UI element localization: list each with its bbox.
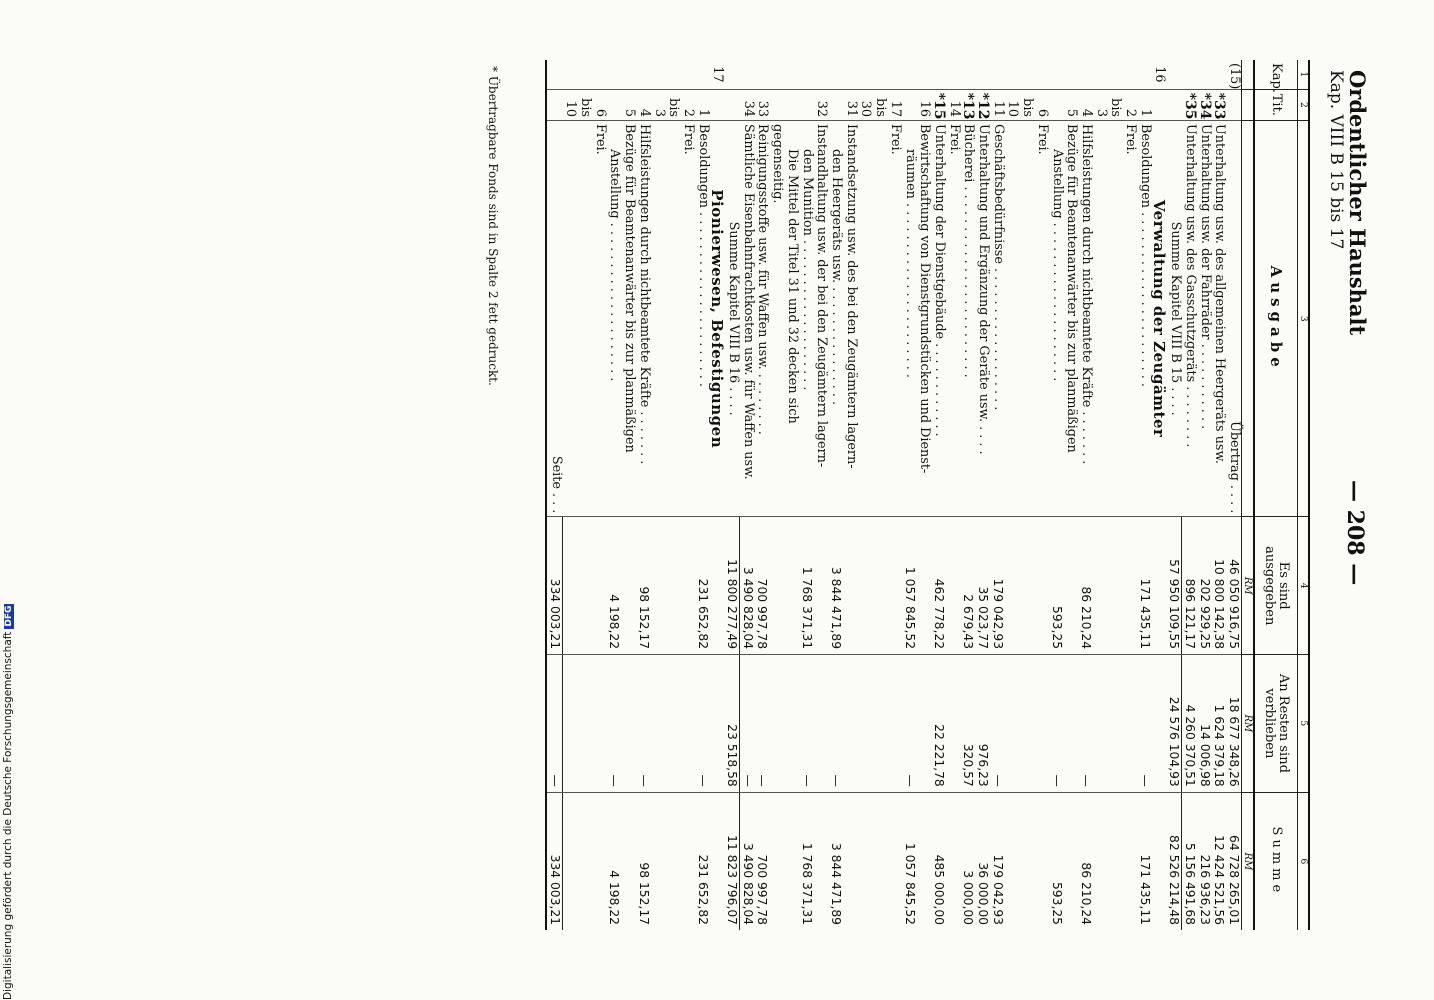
row-ausgegeben: 86 210,24 [1078,517,1093,655]
row-ausgegeben [858,517,902,655]
row-tit: 1 [1137,89,1152,120]
row-ausgegeben [814,517,829,655]
row-tit: 11 [990,89,1005,120]
row-reste: — [799,655,814,793]
row-tit [1049,89,1064,120]
row-summe [784,792,799,930]
row-summe [563,792,607,930]
row-kap [636,60,651,89]
row-kap [1005,60,1049,89]
row-description: Hilfsleistungen durch nichtbeamtete Kräfte . . . . . . . [1078,120,1093,516]
row-tit: 5 [621,89,636,120]
header-tit: Tit. [1254,89,1298,120]
row-ausgegeben: 57 950 109,55 [1166,517,1181,655]
row-summe [710,792,725,930]
table-row [902,60,917,930]
row-summe: 4 198,22 [607,792,622,930]
table-row [1152,60,1167,930]
row-summe [1152,792,1167,930]
row-reste [1064,655,1079,793]
table-row [724,60,739,930]
row-reste: 1 624 379,18 [1212,655,1227,793]
row-reste: 24 576 104,93 [1166,655,1181,793]
table-row [1137,60,1152,930]
row-ausgegeben [621,517,636,655]
page-title: Ordentlicher Haushalt [1345,70,1370,336]
table-row [710,60,725,930]
table-row [1005,60,1049,930]
row-ausgegeben: 202 929,25 [1197,517,1212,655]
table-row [961,60,976,930]
row-kap [695,60,710,89]
header-ausgabe: Ausgabe [1254,120,1298,516]
row-kap [843,60,858,89]
table-row [755,60,770,930]
row-reste [710,655,725,793]
row-summe: 86 210,24 [1078,792,1093,930]
row-tit: *33 [1212,89,1227,120]
row-summe: 1 057 845,52 [902,792,917,930]
row-reste [784,655,799,793]
row-ausgegeben [1005,517,1049,655]
row-reste [1152,655,1167,793]
row-summe [651,792,695,930]
table-row [621,60,636,930]
row-kap [1212,60,1227,89]
row-ausgegeben: 46 050 916,75 [1226,517,1241,655]
table-body [546,60,1241,930]
row-ausgegeben: 1 057 845,52 [902,517,917,655]
row-tit [1226,89,1241,120]
row-reste: 22 221,78 [931,655,946,793]
row-kap [1166,60,1181,89]
row-tit: 33 [755,89,770,120]
row-ausgegeben: 3 844 471,89 [828,517,843,655]
row-tit [710,89,725,120]
row-kap [1137,60,1152,89]
row-reste: — [828,655,843,793]
row-description: Instandsetzung usw. des bei den Zeugämtern lagern- [843,120,858,516]
table-row [636,60,651,930]
row-description: Frei. [563,120,607,516]
row-tit: 4 [636,89,651,120]
row-description: Besoldungen . . . . . . . . . . . . . . . . . . . . . . [695,120,710,516]
row-summe: 334 003,21 [546,792,562,930]
row-tit [784,89,799,120]
row-reste: — [546,655,562,793]
row-kap [1093,60,1137,89]
row-summe [1005,792,1049,930]
row-tit [546,89,562,120]
row-ausgegeben: 2 679,43 [961,517,976,655]
table-row [695,60,710,930]
row-kap [784,60,799,89]
row-reste: — [695,655,710,793]
row-summe: 5 156 491,68 [1182,792,1197,930]
table-row [843,60,858,930]
column-header-row [1254,60,1298,930]
row-tit: 2 bis 3 [651,89,695,120]
table-row [1078,60,1093,930]
row-description: Bezüge für Beamtenanwärter bis zur planmäßigen [1064,120,1079,516]
digitization-note [2,10,18,1000]
row-tit: 6 bis 10 [563,89,607,120]
row-ausgegeben: 179 042,93 [990,517,1005,655]
row-reste [917,655,932,793]
row-ausgegeben [843,517,858,655]
row-description: Frei. [946,120,961,516]
row-reste: 23 518,58 [724,655,739,793]
row-tit: 6 bis 10 [1005,89,1049,120]
digitization-note-text: Digitalisierung gefördert durch die Deutsche Forschungsgemeinschaft [2,631,14,1000]
row-reste: — [740,655,755,793]
row-ausgegeben [651,517,695,655]
row-tit: *13 [961,89,976,120]
table-row [917,60,932,930]
row-ausgegeben [784,517,799,655]
row-kap: 17 [710,66,726,83]
row-description: Besoldungen . . . . . . . . . . . . . . . . . . . . . . [1137,120,1152,516]
row-reste: — [607,655,622,793]
row-tit: 5 [1064,89,1079,120]
row-description: Bücherei . . . . . . . . . . . . . . . . . . . . . . . . [961,120,976,516]
row-kap [1078,60,1093,89]
row-summe: 593,25 [1049,792,1064,930]
unit-row [1242,60,1255,930]
table-row [1182,60,1197,930]
row-description: Seite . . . [546,120,562,516]
row-description: Hilfsleistungen durch nichtbeamtete Kräfte . . . . . . . [636,120,651,516]
row-summe: 171 435,11 [1137,792,1152,930]
table-row [546,60,562,930]
table-row [1064,60,1079,930]
row-tit: *35 [1182,89,1197,120]
row-ausgegeben: 3 490 828,04 [740,517,755,655]
header-reste: An Resten sind verblieben [1254,655,1298,793]
row-description: räumen . . . . . . . . . . . . . . . . . . . . . . [902,120,917,516]
row-ausgegeben: 462 778,22 [931,517,946,655]
row-kap [1182,60,1197,89]
row-description: Instandhaltung usw. der bei den Zeugämtern lagern- [814,120,829,516]
row-description: Unterhaltung der Dienstgebäude . . . . . . . . . . . . [931,120,946,516]
row-summe [843,792,858,930]
row-kap: 16 [1152,66,1168,83]
row-description: Bezüge für Beamtenanwärter bis zur planmäßigen [621,120,636,516]
row-tit: 32 [814,89,829,120]
row-reste [858,655,902,793]
row-ausgegeben [946,517,961,655]
row-ausgegeben: 4 198,22 [607,517,622,655]
row-ausgegeben: 1 768 371,31 [799,517,814,655]
row-tit: 4 [1078,89,1093,120]
row-summe [770,792,785,930]
row-tit [828,89,843,120]
column-number: 6 [1298,792,1310,930]
row-kap [1049,60,1064,89]
row-summe [814,792,829,930]
row-ausgegeben [1093,517,1137,655]
row-reste: 320,57 [961,655,976,793]
row-ausgegeben: 11 800 277,49 [724,517,739,655]
table-row [563,60,607,930]
row-kap [546,60,562,89]
row-description: Reinigungsstoffe usw. für Waffen usw. . . . . . . . . [755,120,770,516]
row-kap [1064,60,1079,89]
row-kap [917,60,932,89]
row-ausgegeben: 35 023,77 [975,517,990,655]
table-row [651,60,695,930]
row-summe [1064,792,1079,930]
row-kap [975,60,990,89]
row-ausgegeben: 334 003,21 [546,517,562,655]
row-tit: 16 [917,89,932,120]
row-reste: — [1049,655,1064,793]
table-row [1093,60,1137,930]
row-ausgegeben [917,517,932,655]
row-summe [946,792,961,930]
row-ausgegeben [1152,517,1167,655]
row-kap: (15) [1227,63,1242,90]
table-row [990,60,1005,930]
unit-label: RM [1242,792,1255,930]
row-summe: 216 936,23 [1197,792,1212,930]
row-kap [961,60,976,89]
dfg-logo: DFG [4,605,14,627]
row-tit [724,89,739,120]
row-tit: 17 bis 30 [858,89,902,120]
row-tit: 2 bis 3 [1093,89,1137,120]
row-kap [1197,60,1212,89]
row-reste: — [636,655,651,793]
row-tit [770,89,785,120]
row-kap [607,60,622,89]
row-reste: — [755,655,770,793]
row-reste [946,655,961,793]
column-number: 4 [1298,517,1310,655]
table-row [799,60,814,930]
table-row [740,60,755,930]
row-description: den Heergeräts usw. . . . . . . . . . . . . . . . [828,120,843,516]
row-summe: 12 424 521,56 [1212,792,1227,930]
column-number: 1 [1298,60,1310,89]
table-row [828,60,843,930]
row-tit [1152,89,1167,120]
row-kap [621,60,636,89]
row-tit: 31 [843,89,858,120]
row-ausgegeben: 593,25 [1049,517,1064,655]
table-row [975,60,990,930]
row-reste: — [902,655,917,793]
row-kap [990,60,1005,89]
header-ausgegeben: Es sind ausgegeben [1254,517,1298,655]
row-ausgegeben [1064,517,1079,655]
rotated-page-content [80,60,1370,930]
row-reste: — [1137,655,1152,793]
row-ausgegeben [770,517,785,655]
row-reste [814,655,829,793]
row-summe: 485 000,00 [931,792,946,930]
table-row [784,60,799,930]
table-row [858,60,902,930]
page-number: — 208 — [1342,480,1368,586]
row-tit: 1 [695,89,710,120]
row-reste [843,655,858,793]
unit-label: RM [1242,517,1255,655]
row-description: Verwaltung der Zeugämter [1152,120,1167,516]
row-description: Frei. [1005,120,1049,516]
row-summe: 3 844 471,89 [828,792,843,930]
row-reste: — [1078,655,1093,793]
row-summe: 231 652,82 [695,792,710,930]
header-kap: Kap. [1254,60,1298,89]
row-description: den Munition . . . . . . . . . . . . . . . . . . . [799,120,814,516]
table-row [1226,60,1241,930]
row-reste [1005,655,1049,793]
row-summe: 36 000,00 [975,792,990,930]
row-tit [799,89,814,120]
row-kap [770,60,785,89]
row-description: gegenseitig. [770,120,785,516]
table-row [607,60,622,930]
row-tit: 34 [740,89,755,120]
row-summe [621,792,636,930]
row-kap [799,60,814,89]
row-description: Summe Kapitel VIII B 15 . . . . [1166,120,1181,516]
unit-label: RM [1242,655,1255,793]
table-row [1197,60,1212,930]
row-kap [814,60,829,89]
row-description: Anstellung . . . . . . . . . . . . . . . . . . . . [607,120,622,516]
row-summe: 98 152,17 [636,792,651,930]
row-reste: 14 006,98 [1197,655,1212,793]
row-tit: *34 [1197,89,1212,120]
row-tit [1166,89,1181,120]
row-description: Bewirtschaftung von Dienstgrundstücken und Dienst- [917,120,932,516]
table-row [770,60,785,930]
row-kap [651,60,695,89]
row-tit: *15 [931,89,946,120]
footnote: * Übertragbare Fonds sind in Spalte 2 fett gedruckt. [486,66,500,386]
row-tit [607,89,622,120]
header-summe: Summe [1254,792,1298,930]
row-summe: 64 728 265,01 [1226,792,1241,930]
page-subtitle: Kap. VIII B 15 bis 17 [1326,70,1346,250]
row-reste: 4 260 370,51 [1182,655,1197,793]
row-kap [563,60,607,89]
row-summe: 1 768 371,31 [799,792,814,930]
column-number: 3 [1298,120,1310,516]
row-kap [946,60,961,89]
row-ausgegeben: 98 152,17 [636,517,651,655]
column-number-row [1298,60,1310,930]
table-row [814,60,829,930]
row-description: Unterhaltung und Ergänzung der Geräte usw. . . . . [975,120,990,516]
row-kap [740,60,755,89]
row-summe: 82 526 214,48 [1166,792,1181,930]
row-description: Unterhaltung usw. des allgemeinen Heergeräts usw. [1212,120,1227,516]
row-description: Anstellung . . . . . . . . . . . . . . . . . . . . [1049,120,1064,516]
row-summe [858,792,902,930]
row-ausgegeben [710,517,725,655]
row-description: Die Mittel der Titel 31 und 32 decken sich [784,120,799,516]
row-ausgegeben: 231 652,82 [695,517,710,655]
table-row [1049,60,1064,930]
row-summe: 700 997,78 [755,792,770,930]
row-kap [931,60,946,89]
row-description: Übertrag . . . . [1226,120,1241,516]
row-tit: *12 [975,89,990,120]
row-ausgegeben: 10 800 142,38 [1212,517,1227,655]
row-description: Unterhaltung usw. des Gasschutzgeräts . . . . . . . . [1182,120,1197,516]
row-reste [651,655,695,793]
row-kap [828,60,843,89]
row-kap [724,60,739,89]
row-description: Frei. [651,120,695,516]
row-reste: — [990,655,1005,793]
column-number: 5 [1298,655,1310,793]
row-summe: 3 490 828,04 [740,792,755,930]
row-description: Sämtliche Eisenbahnfrachtkosten usw. für Waffen usw. [740,120,755,516]
row-summe [1093,792,1137,930]
row-tit: 14 [946,89,961,120]
row-description: Frei. [858,120,902,516]
row-ausgegeben: 171 435,11 [1137,517,1152,655]
row-reste [770,655,785,793]
row-description: Geschäftsbedürfnisse . . . . . . . . . . . . . . . . . . [990,120,1005,516]
budget-table [545,60,1310,930]
row-kap [902,60,917,89]
column-number: 2 [1298,89,1310,120]
row-ausgegeben: 700 997,78 [755,517,770,655]
row-description: Frei. [1093,120,1137,516]
table-row [1166,60,1181,930]
row-reste [1093,655,1137,793]
row-summe: 179 042,93 [990,792,1005,930]
row-reste: 976,23 [975,655,990,793]
row-summe: 3 000,00 [961,792,976,930]
row-description: Summe Kapitel VIII B 16 . . . . [724,120,739,516]
row-kap [858,60,902,89]
row-ausgegeben [563,517,607,655]
row-description: Pionierwesen, Befestigungen [710,120,725,516]
row-description: Unterhaltung usw. der Fahrräder . . . . . . . . . . . [1197,120,1212,516]
table-row [946,60,961,930]
row-summe [917,792,932,930]
table-row [1212,60,1227,930]
table-row [931,60,946,930]
row-ausgegeben: 896 121,17 [1182,517,1197,655]
row-summe: 11 823 796,07 [724,792,739,930]
row-kap [755,60,770,89]
row-tit [902,89,917,120]
row-reste [621,655,636,793]
row-reste: 18 677 348,26 [1226,655,1241,793]
row-reste [563,655,607,793]
